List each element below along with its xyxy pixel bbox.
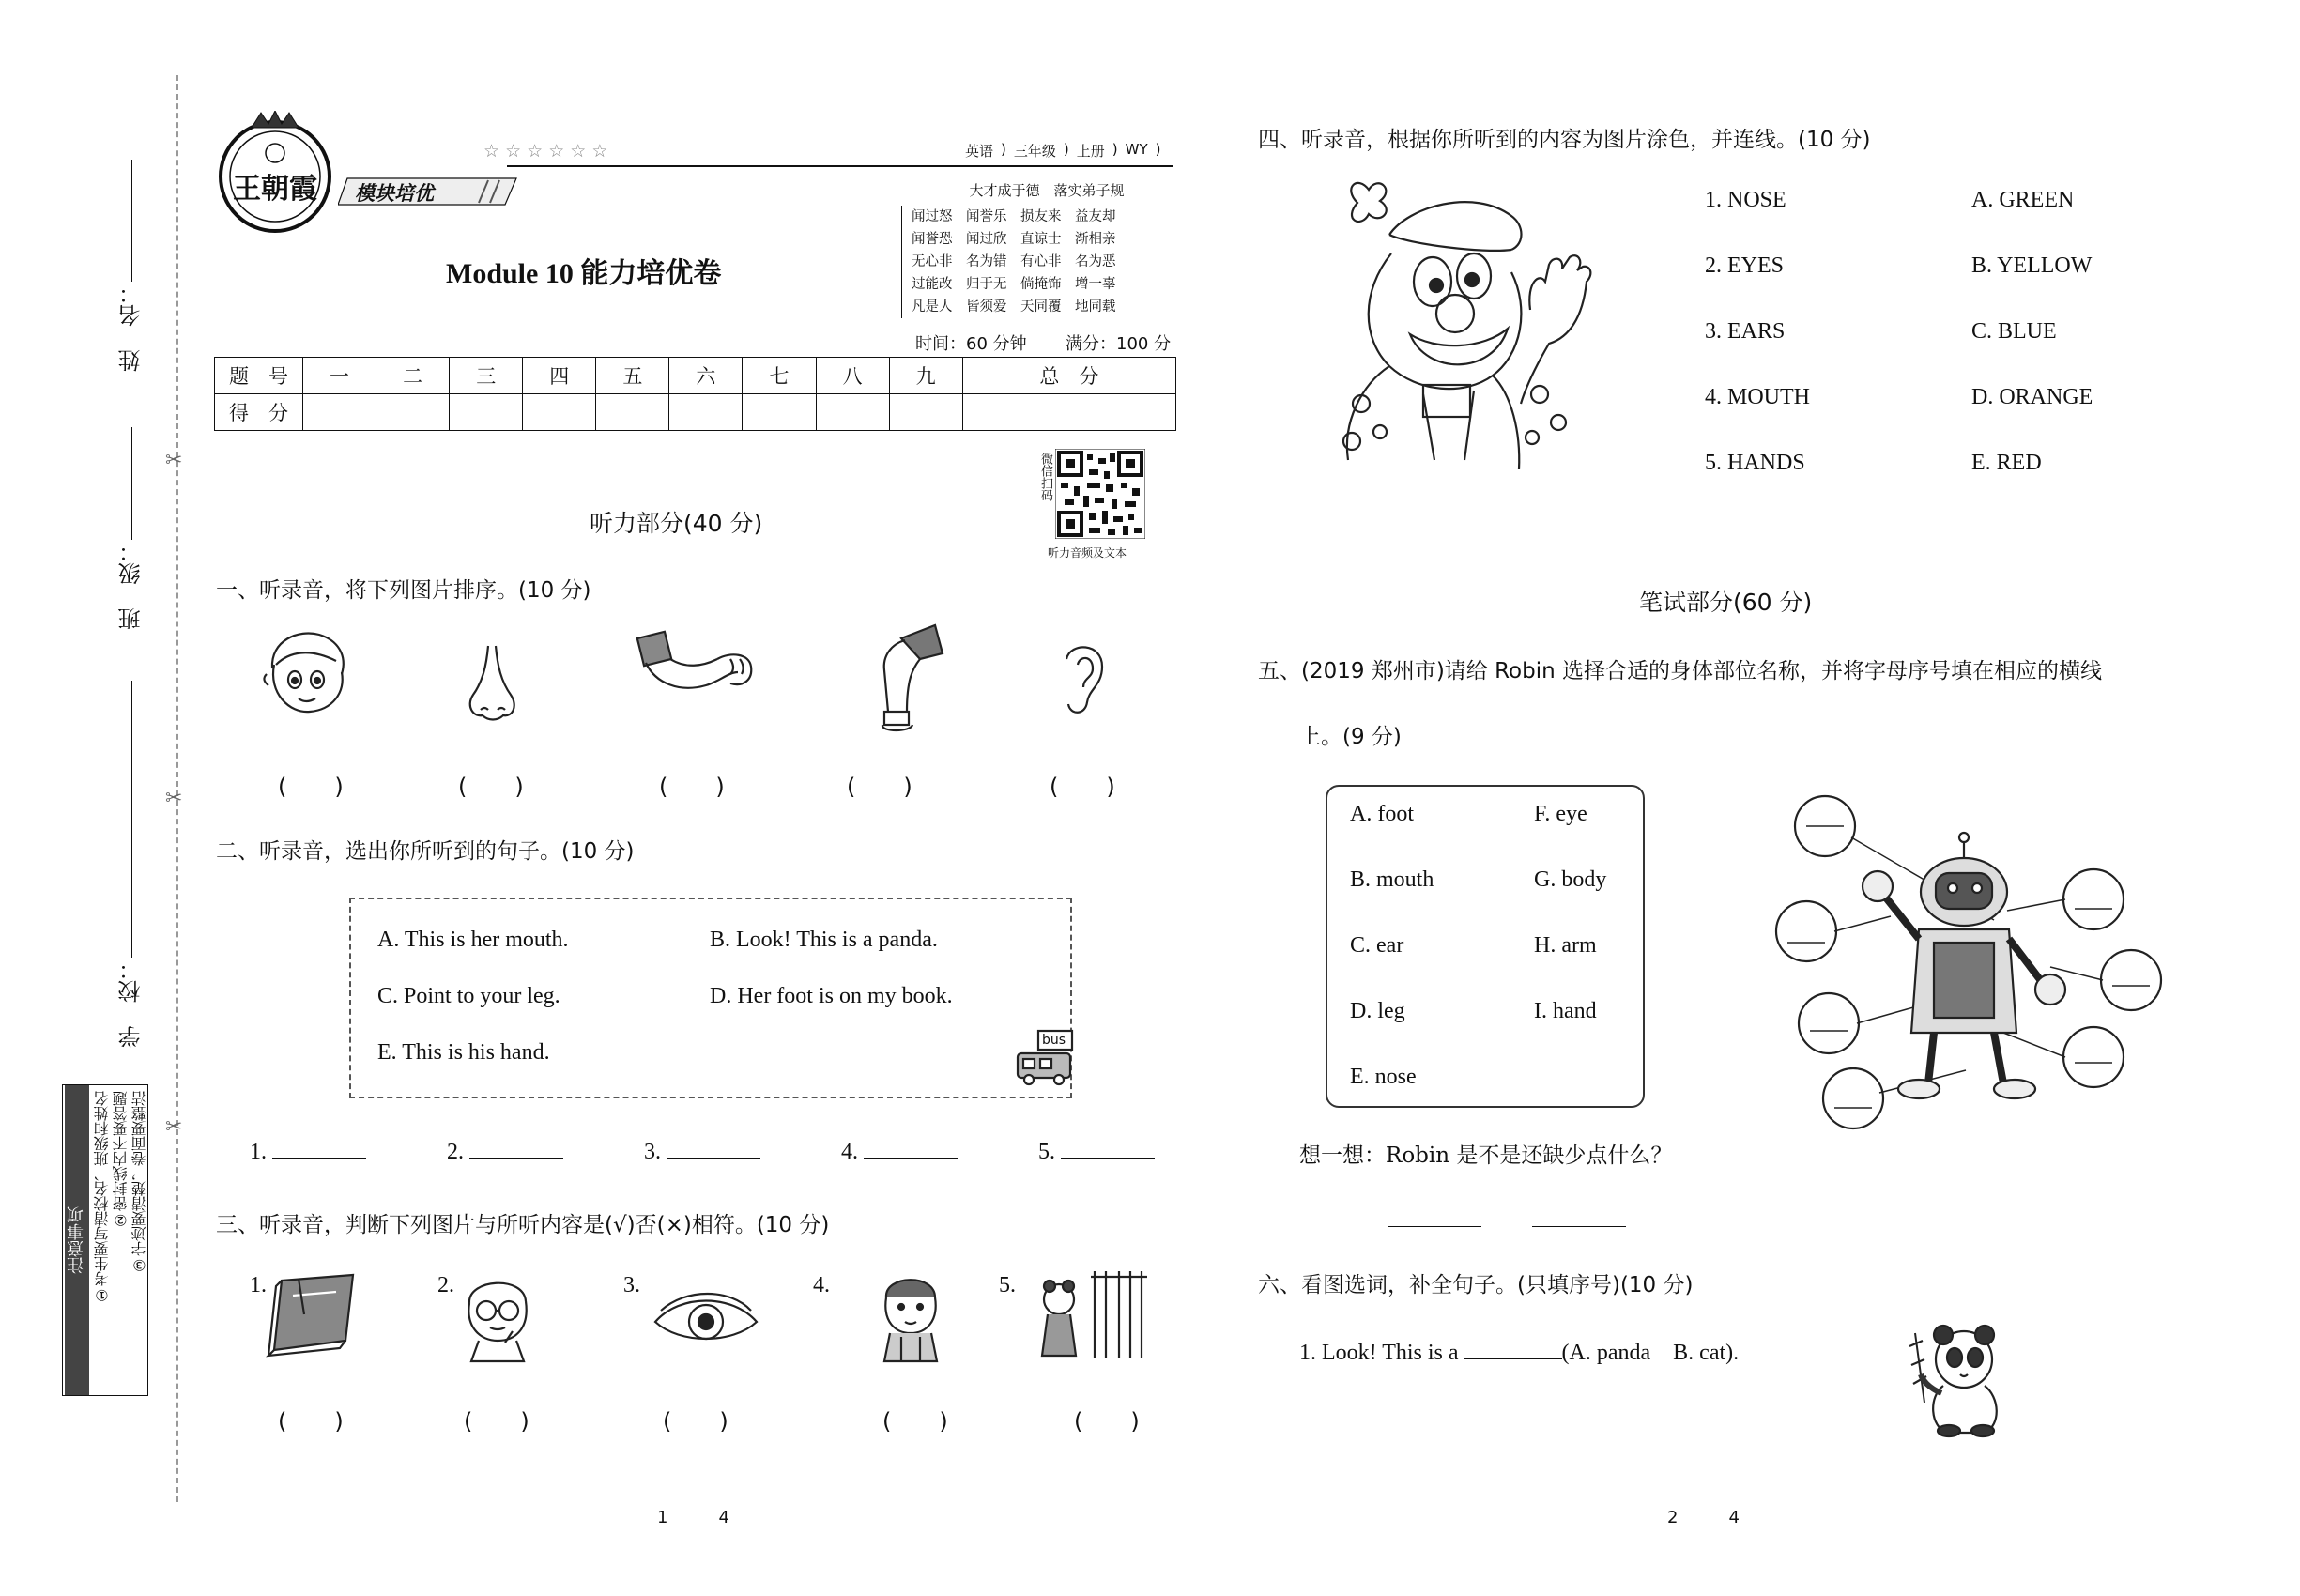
listening-title: 听力部分(40 分) [590,510,763,537]
score-cell: 六 [669,358,743,394]
score-row [215,394,1176,431]
poem-line: 闻誉恐 闻过欣 直谅士 渐相亲 [912,232,1116,247]
name-line[interactable] [131,160,132,282]
q3-answer-4[interactable]: ( ) [882,1408,949,1435]
arm-icon [636,631,755,706]
q1-answer-2[interactable]: ( ) [458,774,525,800]
writing-title: 笔试部分(60 分) [1639,589,1813,616]
cut-mark: ✂ [165,449,183,472]
score-input[interactable] [450,394,523,431]
q3-answer-5[interactable]: ( ) [1074,1408,1141,1435]
ear-icon [1059,642,1106,717]
score-input[interactable] [669,394,743,431]
boy-mouth-icon [873,1269,948,1363]
q2-option-d: D. Her foot is on my book. [710,984,953,1008]
clown-icon [1324,178,1643,479]
logo [214,111,336,233]
score-table [214,357,1176,431]
q2-blank-5[interactable]: 5. [1038,1140,1155,1165]
school-label: 学 校： [118,958,145,1048]
robot-robin-icon[interactable] [1769,789,2163,1127]
qr-label: 微信扫码 [1038,453,1052,501]
bus-label: bus [1042,1033,1066,1048]
q3-title: 三、听录音，判断下列图片与所听内容是(√)否(×)相符。(10 分) [216,1213,830,1237]
q5-word-box [1326,785,1645,1108]
q4-right-e[interactable]: E. RED [1971,451,2042,475]
q3-answer-2[interactable]: ( ) [464,1408,530,1435]
leg-icon [864,622,954,734]
notice-title: 注意事项 [65,1085,89,1395]
score-cell: 总 分 [962,358,1175,394]
q2-blank-1[interactable]: 1. [250,1140,366,1165]
book-icon [255,1273,359,1358]
poem-line: 闻过怒 闻誉乐 损友来 益友却 [912,209,1116,224]
q2-blank-2[interactable]: 2. [447,1140,563,1165]
q6-sentence-1-pre: 1. Look! This is a [1299,1341,1459,1365]
q5-word-a: A. foot [1350,802,1414,826]
qr-code[interactable] [1055,449,1145,539]
q4-right-d[interactable]: D. ORANGE [1971,385,2093,409]
score-cell: 二 [376,358,450,394]
score-input[interactable] [523,394,596,431]
notice-1: ①考生要写清校名、班级和姓名 [93,1091,111,1304]
score-input[interactable] [816,394,889,431]
eye-icon [652,1294,760,1350]
q5-word-g: G. body [1534,867,1607,892]
q4-left-1[interactable]: 1. NOSE [1705,188,1786,212]
panda-forest-icon [1029,1267,1149,1361]
notice-2: ②密封线内不要答题 [112,1091,130,1229]
poem-box [901,180,1173,318]
q1-answer-4[interactable]: ( ) [847,774,913,800]
score-cell: 三 [450,358,523,394]
q6-blank-1[interactable] [1464,1357,1562,1359]
q1-answer-3[interactable]: ( ) [659,774,726,800]
full-score: 满分：100 分 [1066,334,1172,354]
score-cell: 五 [596,358,669,394]
q2-option-c: C. Point to your leg. [377,984,560,1008]
notice-3: ③字迹要清楚，卷面要整洁 [130,1091,148,1274]
score-input[interactable] [962,394,1175,431]
subject: 英语 [965,143,994,160]
poem-body [901,206,1173,318]
q3-num-4: 4. [813,1273,830,1297]
grade: 三年级 [1013,143,1056,160]
class-line[interactable] [131,427,132,540]
q4-right-a[interactable]: A. GREEN [1971,188,2075,212]
score-cell: 七 [743,358,816,394]
poem-first: 大才成于德 落实弟子规 [969,182,1125,199]
poem-line: 凡是人 皆须爱 天同覆 地同载 [912,299,1116,315]
subject-info: 英语 ) 三年级 ) 上册 ) WY ) [965,141,1161,160]
q3-answer-1[interactable]: ( ) [278,1408,345,1435]
q3-num-1: 1. [250,1273,267,1297]
edition: WY [1125,141,1148,158]
term: 上册 [1076,143,1105,160]
module-tag [338,176,526,207]
score-cell: 一 [303,358,376,394]
q3-num-3: 3. [623,1273,640,1297]
stars: ☆ ☆ ☆ ☆ ☆ ☆ [483,141,608,161]
page-number-left: 1 4 [657,1508,729,1527]
q2-option-a: A. This is her mouth. [377,928,569,952]
q5-word-i: I. hand [1534,999,1597,1023]
nose-icon [466,644,518,721]
school-line[interactable] [131,681,132,958]
q4-left-2[interactable]: 2. EYES [1705,253,1784,278]
score-label: 得 分 [215,394,303,431]
q1-title: 一、听录音，将下列图片排序。(10 分) [216,578,591,603]
name-label: 姓 名： [118,282,145,372]
q5-word-b: B. mouth [1350,867,1434,892]
score-cell: 八 [816,358,889,394]
cut-mark: ✂ [165,1115,183,1139]
q2-blank-3[interactable]: 3. [644,1140,760,1165]
q5-word-h: H. arm [1534,933,1597,958]
score-input[interactable] [303,394,376,431]
q2-blank-4[interactable]: 4. [841,1140,958,1165]
page-title: Module 10 能力培优卷 [446,258,722,289]
panda-icon [1906,1318,2009,1436]
score-input[interactable] [889,394,962,431]
q5-word-d: D. leg [1350,999,1405,1023]
poem-line: 过能改 归于无 倘掩饰 增一辜 [912,277,1116,292]
notice-box [62,1084,148,1396]
q6-sentence-1-post: (A. panda B. cat). [1561,1341,1740,1365]
page-number-right: 2 4 [1667,1508,1740,1527]
q5-word-f: F. eye [1534,802,1587,826]
exam-time: 时间：60 分钟 [915,334,1027,354]
q5-word-e: E. nose [1350,1065,1417,1089]
binding-strip [0,0,188,1596]
poem-line: 无心非 名为错 有心非 名为恶 [912,254,1116,269]
logo-text: 王朝霞 [233,173,317,206]
q4-right-c[interactable]: C. BLUE [1971,319,2057,344]
cut-mark: ✂ [165,787,183,810]
q4-left-3[interactable]: 3. EARS [1705,319,1786,344]
q5-extra-blank-2[interactable] [1532,1226,1626,1227]
score-input[interactable] [743,394,816,431]
q2-option-b: B. Look! This is a panda. [710,928,938,952]
q1-answer-5[interactable]: ( ) [1050,774,1116,800]
q1-answer-1[interactable]: ( ) [278,774,345,800]
q3-num-2: 2. [437,1273,454,1297]
q4-title: 四、听录音，根据你所听到的内容为图片涂色，并连线。(10 分) [1258,128,1871,152]
score-header-row [215,358,1176,394]
header-rule [507,165,1173,167]
q5-think: 想一想：Robin 是不是还缺少点什么？ [1299,1143,1673,1168]
boy-glasses-icon [458,1269,537,1363]
q5-title-line1: 五、(2019 郑州市)请给 Robin 选择合适的身体部位名称，并将字母序号填在相应的横线 [1258,659,2102,683]
score-cell: 题 号 [215,358,303,394]
class-label: 班 级： [118,540,145,630]
q5-extra-blank-1[interactable] [1388,1226,1481,1227]
q3-answer-3[interactable]: ( ) [663,1408,729,1435]
boy-face-icon [261,627,351,717]
q2-option-e: E. This is his hand. [377,1040,550,1065]
q4-left-4[interactable]: 4. MOUTH [1705,385,1810,409]
q2-option-box [349,898,1072,1098]
q6-title: 六、看图选词，补全句子。(只填序号)(10 分) [1258,1273,1694,1297]
q5-word-c: C. ear [1350,933,1404,958]
qr-caption: 听力音频及文本 [1048,546,1127,560]
q4-left-5[interactable]: 5. HANDS [1705,451,1805,475]
module-tag-text: 模块培优 [355,182,434,205]
score-cell: 九 [889,358,962,394]
score-input[interactable] [596,394,669,431]
score-input[interactable] [376,394,450,431]
q2-title: 二、听录音，选出你所听到的句子。(10 分) [216,839,635,864]
q3-num-5: 5. [999,1273,1016,1297]
score-cell: 四 [523,358,596,394]
q4-right-b[interactable]: B. YELLOW [1971,253,2093,278]
q5-title-line2: 上。(9 分) [1299,725,1402,749]
q6-sentence-1 [1299,1333,1739,1366]
